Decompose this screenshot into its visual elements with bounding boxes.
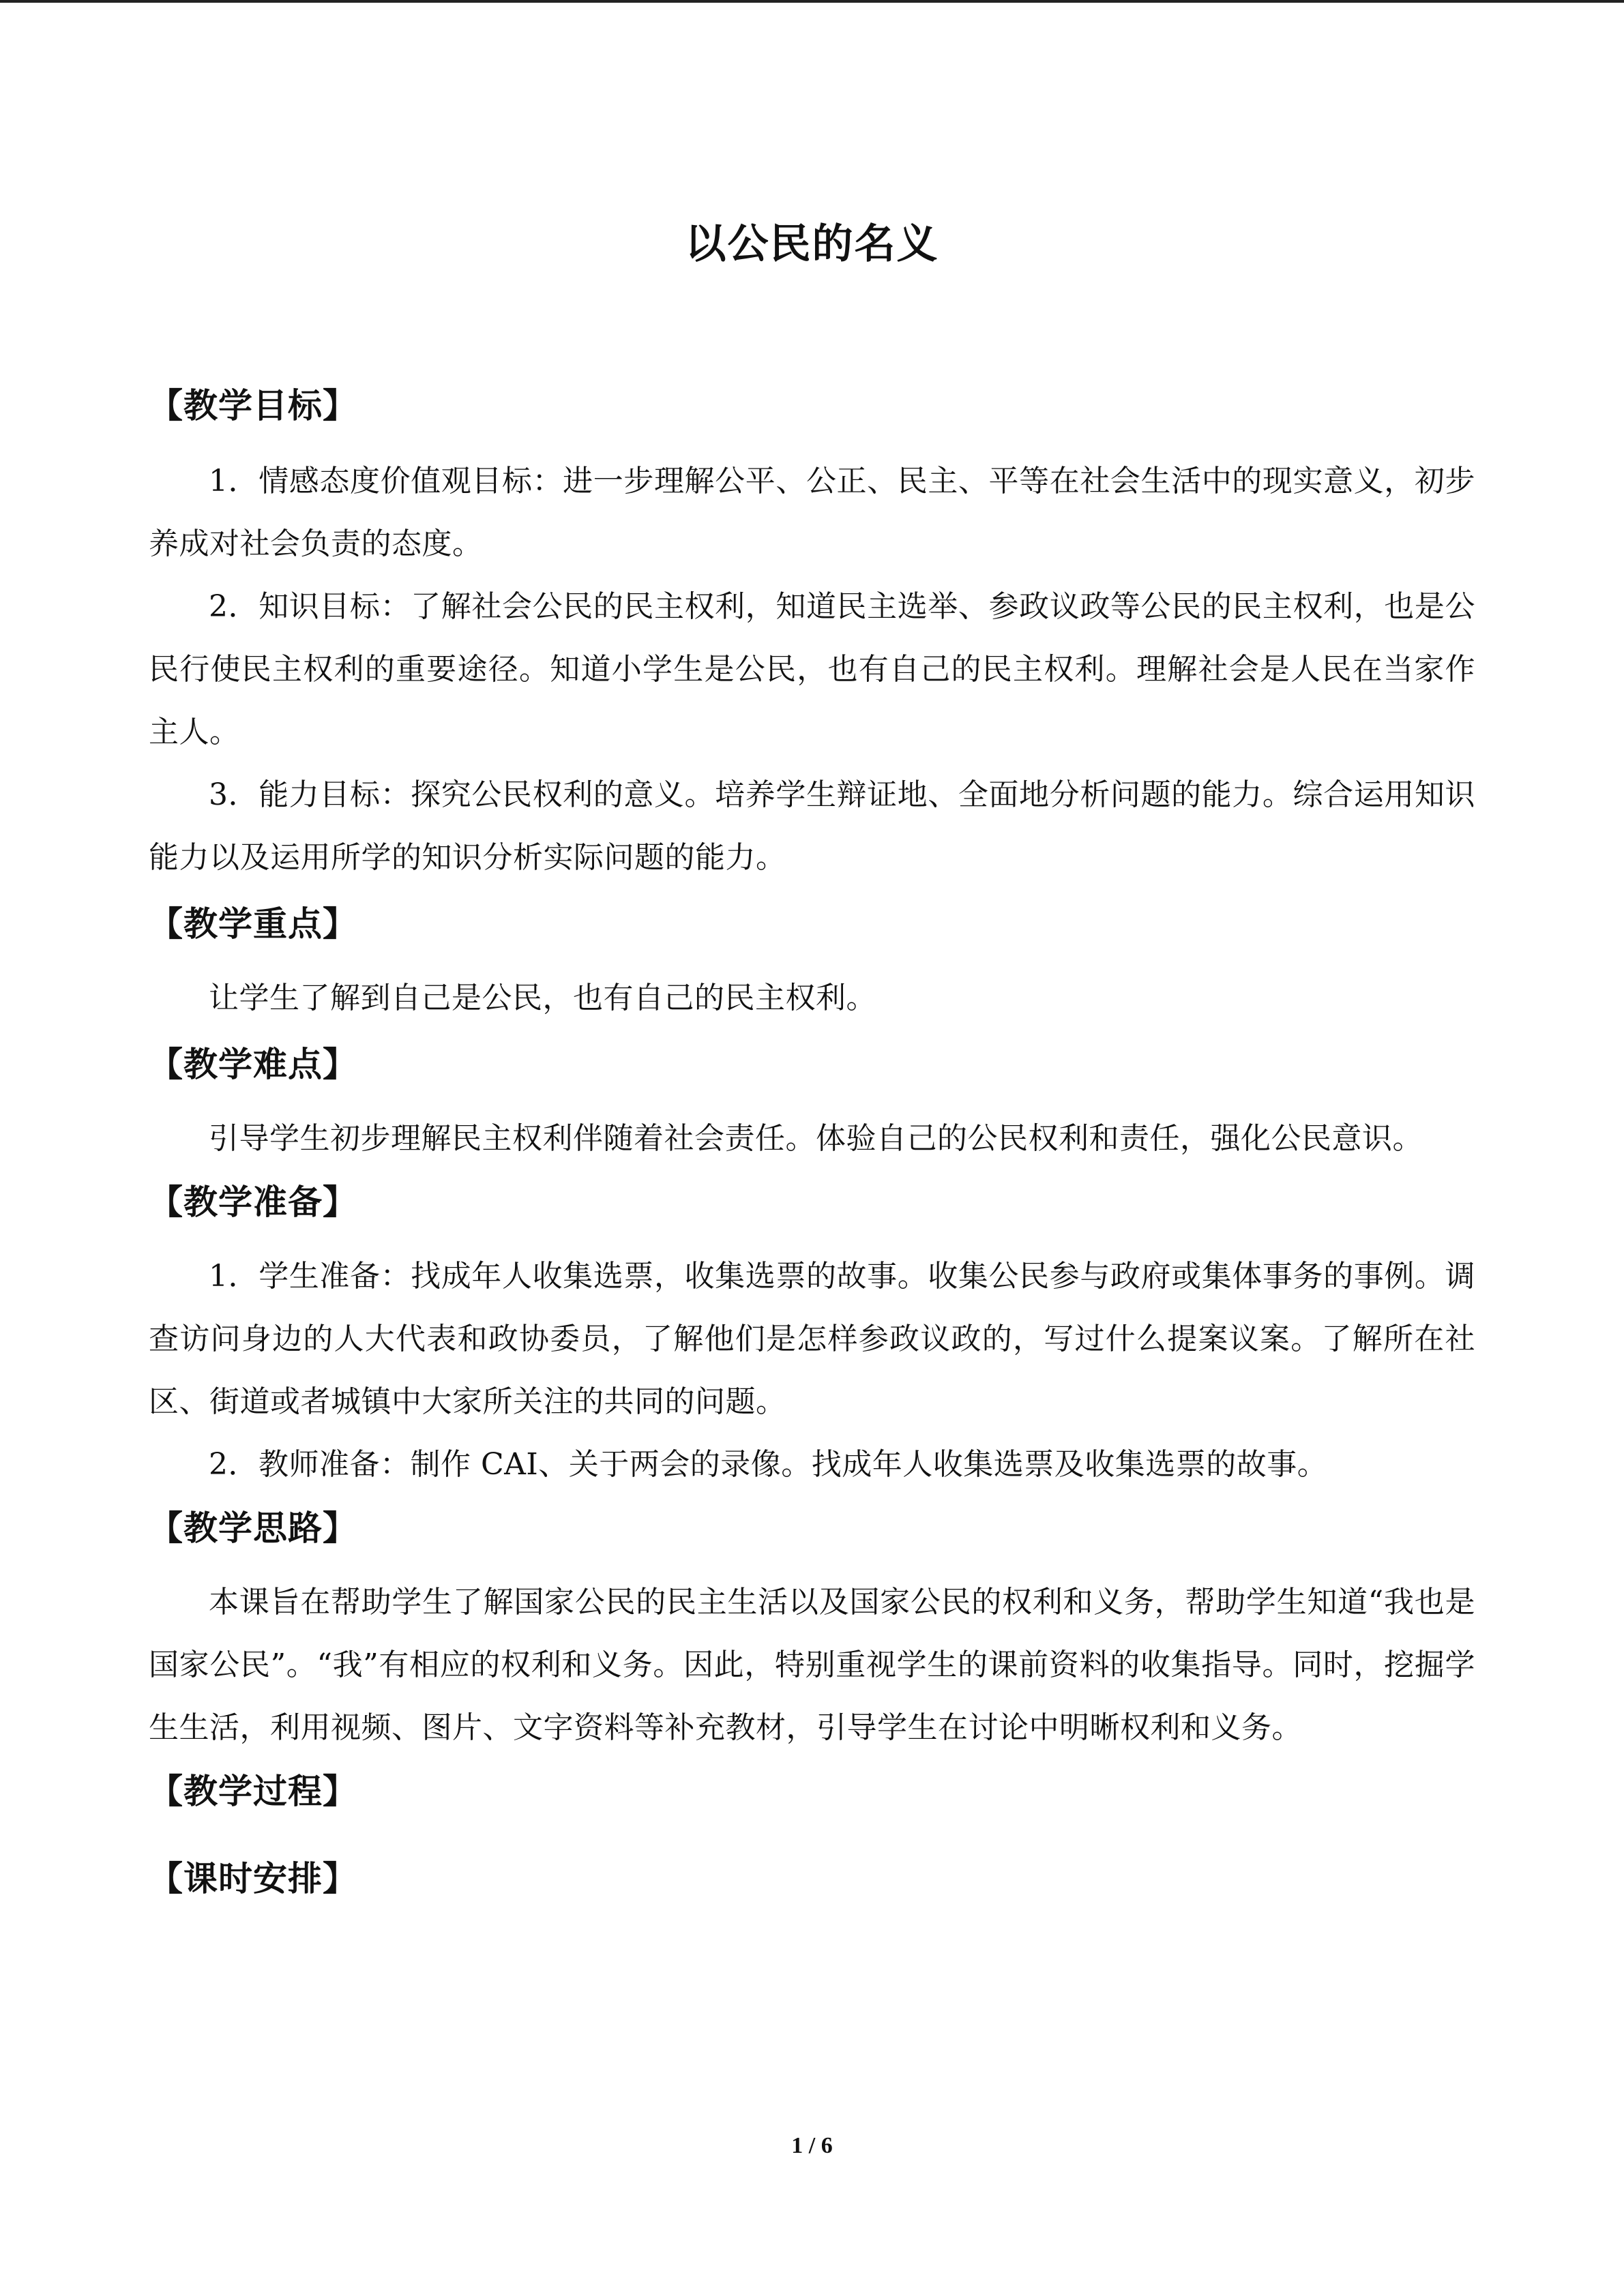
approach-paragraph: 本课旨在帮助学生了解国家公民的民主生活以及国家公民的权利和义务，帮助学生知道“我也是国家公民”。“我”有相应的权利和义务。因此，特别重视学生的课前资料的收集指导。同时，挖掘学生生活，利用视频、图片、文字资料等补充教材，引导学生在讨论中明晰权利和义务。: [149, 1585, 1475, 1745]
heading-key-points: 【教学重点】: [149, 904, 357, 944]
document-title: 以公民的名义: [685, 220, 939, 268]
objective-paragraph-1: 1．情感态度价值观目标：进一步理解公平、公正、民主、平等在社会生活中的现实意义，初步养成对社会负责的态度。: [149, 464, 1475, 561]
heading-difficulties: 【教学难点】: [149, 1045, 357, 1084]
objective-paragraph-2: 2．知识目标：了解社会公民的民主权利，知道民主选举、参政议政等公民的民主权利，也是公民行使民主权利的重要途径。知道小学生是公民，也有自己的民主权利。理解社会是人民在当家作主人。: [149, 589, 1475, 749]
page-top-border: [0, 0, 1624, 3]
heading-teaching-objectives: 【教学目标】: [149, 386, 357, 426]
objective-paragraph-3: 3．能力目标：探究公民权利的意义。培养学生辩证地、全面地分析问题的能力。综合运用知识能力以及运用所学的知识分析实际问题的能力。: [149, 777, 1475, 875]
document-body: [149, 382, 1475, 1903]
difficulties-paragraph: 引导学生初步理解民主权利伴随着社会责任。体验自己的公民权利和责任，强化公民意识。: [209, 1121, 1423, 1156]
heading-teaching-process: 【教学过程】: [149, 1772, 357, 1811]
preparation-paragraph-1: 1．学生准备：找成年人收集选票，收集选票的故事。收集公民参与政府或集体事务的事例。调查访问身边的人大代表和政协委员，了解他们是怎样参政议政的，写过什么提案议案。了解所在社区、街道或者城镇中大家所关注的共同的问题。: [149, 1259, 1475, 1419]
page-number: 1 / 6: [791, 2133, 833, 2158]
preparation-paragraph-2: 2．教师准备：制作 CAI、关于两会的录像。找成年人收集选票及收集选票的故事。: [209, 1447, 1328, 1482]
key-points-paragraph: 让学生了解到自己是公民，也有自己的民主权利。: [209, 981, 876, 1015]
heading-class-schedule: 【课时安排】: [149, 1859, 357, 1898]
heading-teaching-approach: 【教学思路】: [149, 1508, 357, 1548]
heading-preparation: 【教学准备】: [149, 1182, 357, 1222]
